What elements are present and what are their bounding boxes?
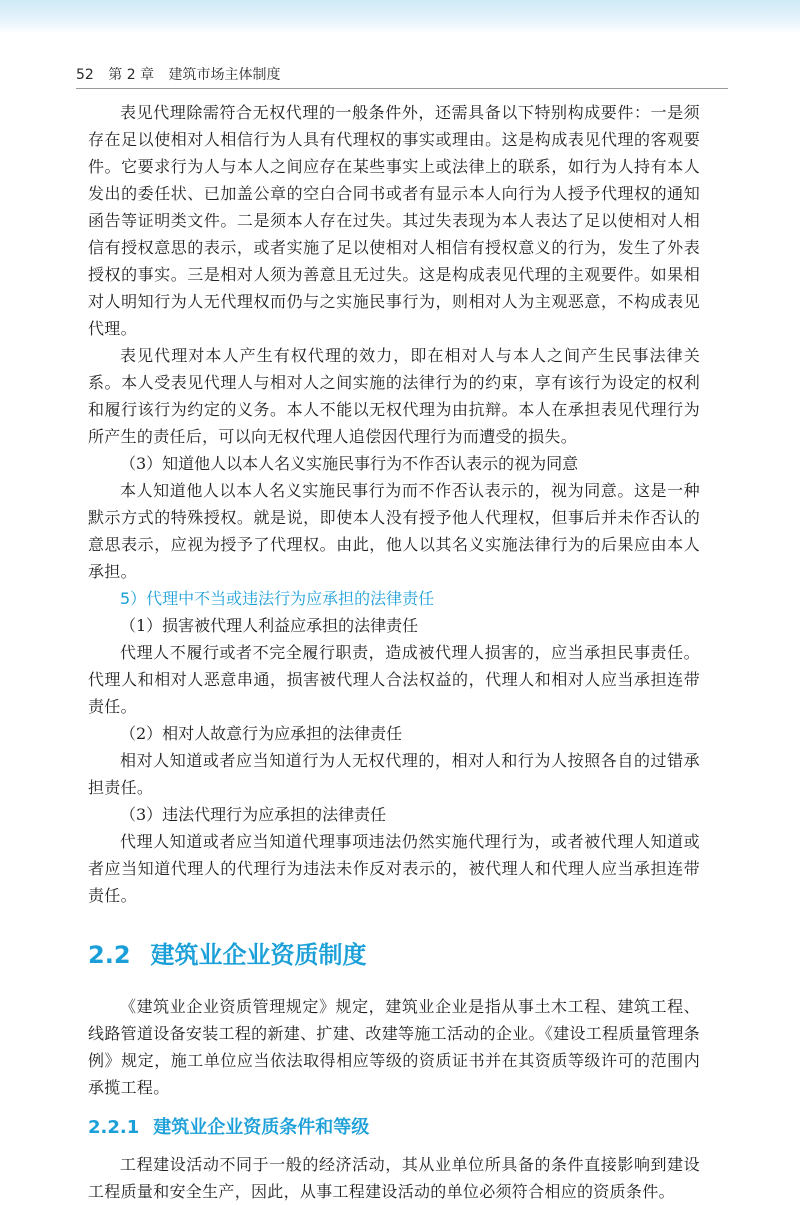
section-number: 2.2 <box>88 941 131 969</box>
paragraph-section-intro: 《建筑业企业资质管理规定》规定，建筑业企业是指从事土木工程、建筑工程、线路管道设备安装工程的新建、扩建、改建等施工活动的企业。《建设工程质量管理条例》规定，施工单位应当依法取得相应等级的资质证书并在其资质等级许可的范围内承揽工程。 <box>88 997 700 1097</box>
subsection-heading <box>88 1115 700 1141</box>
item-heading-3: （3）知道他人以本人名义实施民事行为不作否认表示的视为同意 <box>120 454 579 473</box>
section-heading <box>88 939 700 971</box>
paragraph-sub-1: 代理人不履行或者不完全履行职责，造成被代理人损害的，应当承担民事责任。代理人和相对人恶意串通，损害被代理人合法权益的，代理人和相对人应当承担连带责任。 <box>88 643 700 716</box>
top-decorative-band <box>0 0 800 34</box>
section-title: 建筑业企业资质制度 <box>150 941 367 969</box>
paragraph-sub-2: 相对人知道或者应当知道行为人无权代理的，相对人和行为人按照各自的过错承担责任。 <box>88 751 700 797</box>
paragraph-apparent-agency-effect: 表见代理对本人产生有权代理的效力，即在相对人与本人之间产生民事法律关系。本人受表见代理人与相对人之间实施的法律行为的约束，享有该行为设定的权利和履行该行为约定的义务。本人不能以无权代理为由抗辩。本人在承担表见代理行为所产生的责任后，可以向无权代理人追偿因代理行为而遭受的损失。 <box>88 346 700 446</box>
subsection-number: 2.2.1 <box>88 1117 140 1138</box>
page-number: 52 <box>76 67 94 83</box>
subsection-title: 建筑业企业资质条件和等级 <box>153 1117 370 1138</box>
paragraph-implied-consent: 本人知道他人以本人名义实施民事行为而不作否认表示的，视为同意。这是一种默示方式的特殊授权。就是说，即使本人没有授予他人代理权，但事后并未作否认的意思表示，应视为授予了代理权。由此，他人以其名义实施法律行为的后果应由本人承担。 <box>88 481 700 581</box>
paragraph-subsection: 工程建设活动不同于一般的经济活动，其从业单位所具备的条件直接影响到建设工程质量和安全生产，因此，从事工程建设活动的单位必须符合相应的资质条件。 <box>88 1155 700 1201</box>
running-header <box>76 64 291 84</box>
chapter-label: 第 2 章 <box>108 67 155 83</box>
paragraph-apparent-agency-requirements: 表见代理除需符合无权代理的一般条件外，还需具备以下特别构成要件：一是须存在足以使相对人相信行为人具有代理权的事实或理由。这是构成表见代理的客观要件。它要求行为人与本人之间应存在某些事实上或法律上的联系，如行为人持有本人发出的委任状、已加盖公章的空白合同书或者有显示本人向行为人授予代理权的通知函告等证明类文件。二是须本人存在过失。其过失表现为本人表达了足以使相对人相信有授权意思的表示，或者实施了足以使相对人相信有授权意义的行为，发生了外表授权的事实。三是相对人须为善意且无过失。这是构成表见代理的主观要件。如果相对人明知行为人无代理权而仍与之实施民事行为，则相对人为主观恶意，不构成表见代理。 <box>88 103 700 338</box>
paragraph-sub-3: 代理人知道或者应当知道代理事项违法仍然实施代理行为，或者被代理人知道或者应当知道代理人的代理行为违法未作反对表示的，被代理人和代理人应当承担连带责任。 <box>88 832 700 905</box>
sub-heading-1: （1）损害被代理人利益应承担的法律责任 <box>120 616 419 635</box>
chapter-title: 建筑市场主体制度 <box>168 67 281 83</box>
header-divider <box>76 88 728 89</box>
heading-5-legal-liability: 5）代理中不当或违法行为应承担的法律责任 <box>120 589 435 608</box>
page-body <box>88 99 700 1205</box>
sub-heading-3: （3）违法代理行为应承担的法律责任 <box>120 805 387 824</box>
sub-heading-2: （2）相对人故意行为应承担的法律责任 <box>120 724 403 743</box>
